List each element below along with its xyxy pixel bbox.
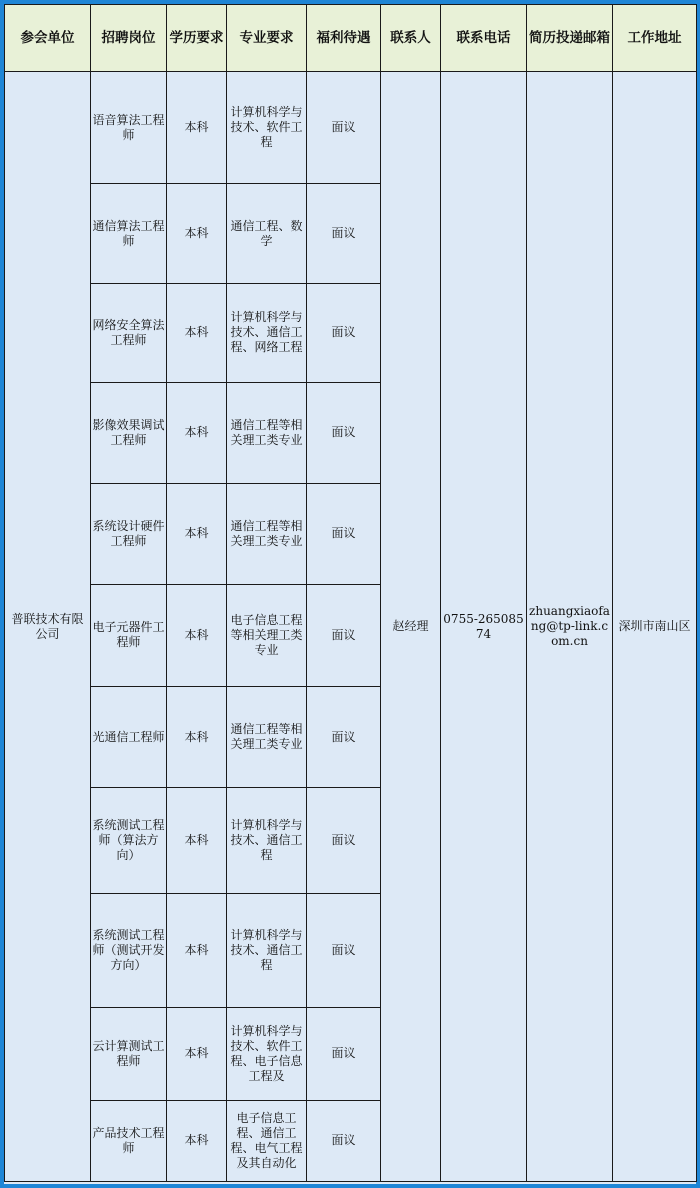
header-education: 学历要求: [167, 5, 227, 72]
education-cell: 本科: [167, 687, 227, 788]
benefits-cell: 面议: [307, 284, 381, 382]
education-cell: 本科: [167, 894, 227, 1007]
position-cell: 产品技术工程师: [91, 1100, 167, 1181]
major-cell: 电子信息工程、通信工程、电气工程及其自动化: [227, 1100, 307, 1181]
phone-cell: 0755-26508574: [441, 72, 527, 1182]
major-cell: 计算机科学与技术、软件工程、电子信息工程及: [227, 1007, 307, 1100]
position-cell: 系统测试工程师（算法方向）: [91, 788, 167, 894]
header-company: 参会单位: [5, 5, 91, 72]
position-cell: 系统设计硬件工程师: [91, 483, 167, 584]
benefits-cell: 面议: [307, 382, 381, 483]
major-cell: 计算机科学与技术、通信工程、网络工程: [227, 284, 307, 382]
header-benefits: 福利待遇: [307, 5, 381, 72]
header-phone: 联系电话: [441, 5, 527, 72]
education-cell: 本科: [167, 1100, 227, 1181]
position-cell: 网络安全算法工程师: [91, 284, 167, 382]
position-cell: 影像效果调试工程师: [91, 382, 167, 483]
contact-cell: 赵经理: [381, 72, 441, 1182]
position-cell: 系统测试工程师（测试开发方向）: [91, 894, 167, 1007]
education-cell: 本科: [167, 382, 227, 483]
position-cell: 语音算法工程师: [91, 72, 167, 184]
header-position: 招聘岗位: [91, 5, 167, 72]
major-cell: 计算机科学与技术、通信工程: [227, 788, 307, 894]
benefits-cell: 面议: [307, 72, 381, 184]
major-cell: 通信工程、数学: [227, 184, 307, 284]
education-cell: 本科: [167, 483, 227, 584]
benefits-cell: 面议: [307, 1007, 381, 1100]
major-cell: 通信工程等相关理工类专业: [227, 483, 307, 584]
major-cell: 通信工程等相关理工类专业: [227, 687, 307, 788]
education-cell: 本科: [167, 1007, 227, 1100]
position-cell: 光通信工程师: [91, 687, 167, 788]
benefits-cell: 面议: [307, 184, 381, 284]
header-row: [5, 5, 697, 72]
education-cell: 本科: [167, 284, 227, 382]
benefits-cell: 面议: [307, 483, 381, 584]
major-cell: 计算机科学与技术、通信工程: [227, 894, 307, 1007]
major-cell: 通信工程等相关理工类专业: [227, 382, 307, 483]
position-cell: 电子元器件工程师: [91, 584, 167, 686]
bottom-border-strip: [0, 1184, 700, 1188]
recruitment-table: [4, 4, 697, 1182]
header-contact: 联系人: [381, 5, 441, 72]
position-cell: 云计算测试工程师: [91, 1007, 167, 1100]
position-cell: 通信算法工程师: [91, 184, 167, 284]
benefits-cell: 面议: [307, 788, 381, 894]
address-cell: 深圳市南山区: [613, 72, 697, 1182]
major-cell: 电子信息工程等相关理工类专业: [227, 584, 307, 686]
header-major: 专业要求: [227, 5, 307, 72]
education-cell: 本科: [167, 184, 227, 284]
education-cell: 本科: [167, 584, 227, 686]
header-email: 简历投递邮箱: [527, 5, 613, 72]
education-cell: 本科: [167, 788, 227, 894]
email-cell[interactable]: zhuangxiaofang@tp-link.com.cn: [527, 72, 613, 1182]
benefits-cell: 面议: [307, 687, 381, 788]
company-cell: 普联技术有限公司: [5, 72, 91, 1182]
header-address: 工作地址: [613, 5, 697, 72]
table-row: [5, 72, 697, 184]
major-cell: 计算机科学与技术、软件工程: [227, 72, 307, 184]
benefits-cell: 面议: [307, 1100, 381, 1181]
education-cell: 本科: [167, 72, 227, 184]
benefits-cell: 面议: [307, 584, 381, 686]
benefits-cell: 面议: [307, 894, 381, 1007]
